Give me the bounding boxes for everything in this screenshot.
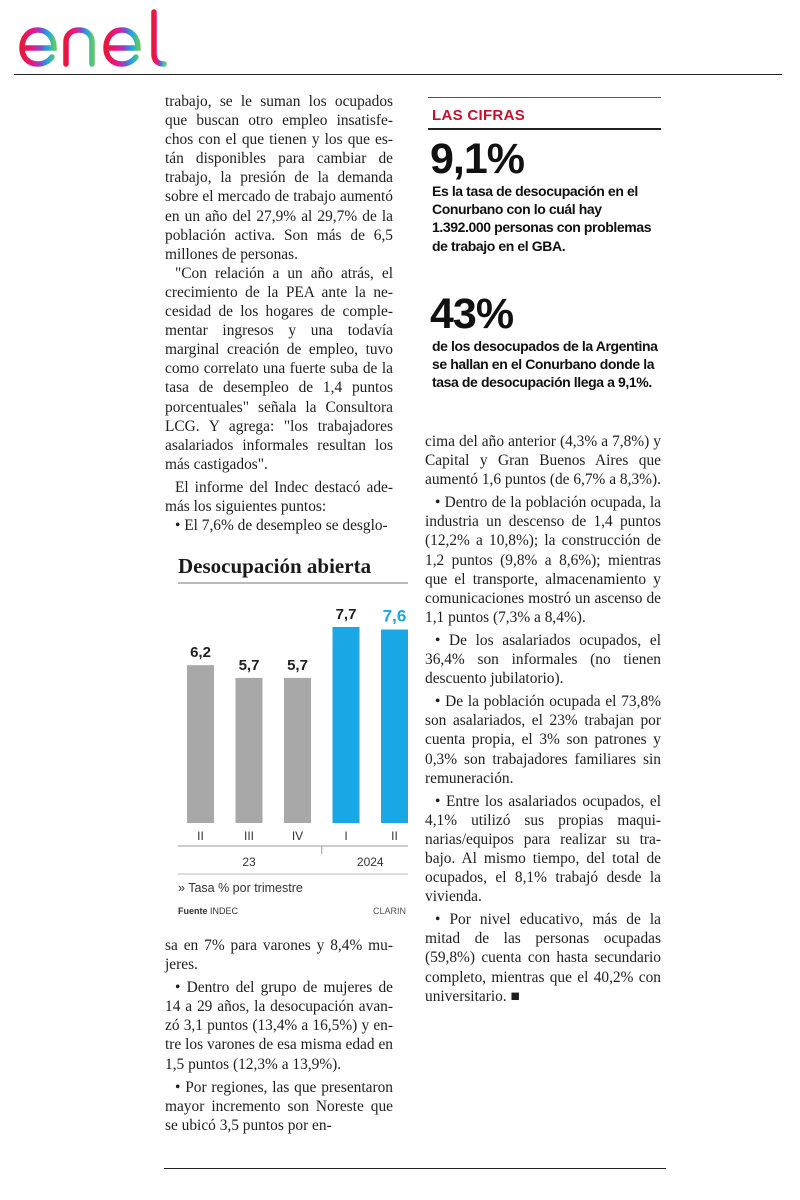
header-divider [14, 74, 782, 75]
chart-group-label: 2024 [356, 855, 384, 869]
chart-value-label: 6,2 [190, 644, 211, 662]
paragraph: • Dentro de la población ocupada, la industria un descenso de 1,4 puntos (12,2% a 10,8%); la construcción de 1,2 puntos (9,8% a 8,6%); mientras que el transporte, almacenamiento y comunicaciones mostró un ascenso de 1,1 puntos (7,3% a 8,4%). [425, 494, 661, 626]
chart-source-value: INDEC [210, 906, 239, 916]
article-column-right [425, 432, 661, 1006]
chart-category-label: IV [291, 829, 304, 843]
chart-note: » Tasa % por trimestre [178, 881, 303, 895]
article-column-left-bottom [165, 936, 393, 1135]
chart-bar [333, 627, 360, 823]
figure-share-unemployed: 43% [430, 289, 514, 338]
chart-title: Desocupación abierta [178, 554, 372, 578]
chart-bar [236, 678, 263, 823]
paragraph: • De los asalariados ocupados, el 36,4% son informales (no tienen descuento jubilatorio). [425, 631, 661, 688]
paragraph: cima del año anterior (4,3% a 7,8%) y Capital y Gran Buenos Aires que aumentó 1,6 puntos (de 6,7% a 8,3%). [425, 433, 661, 489]
figure-share-unemployed-text: de los desocupados de la Argentina se hallan en el Conurbano donde la tasa de desocupación llega a 9,1%. [432, 337, 658, 391]
chart-value-label: 7,6 [382, 606, 407, 626]
enel-logo [14, 6, 182, 70]
chart-canvas [178, 548, 410, 878]
paragraph: • Por regiones, las que presentaron mayor incremento son Noreste que se ubicó 3,5 puntos por en- [165, 1078, 393, 1134]
chart-group-label: 23 [242, 855, 256, 869]
chart-value-label: 7,7 [335, 606, 357, 623]
paragraph: "Con relación a un año atrás, el crecimiento de la PEA ante la necesidad de los hogares de complementar ingresos y una todavía marginal creación de empleo, tuvo como correlato una fuerte suba de la tasa de desempleo de 1,4 puntos porcentuales" señala la Consultora LCG. Y agrega: "los trabajadores asalariados informales resultan los más castigados". [165, 264, 393, 473]
article-column-left-top [165, 92, 393, 535]
unemployment-chart [178, 548, 410, 918]
paragraph: • Dentro del grupo de mujeres de 14 a 29 años, la desocupación avanzó 3,1 puntos (13,4% a 16,5%) y entre los varones de esa misma edad en 1,5 puntos (12,3% a 13,9%). [165, 979, 393, 1073]
chart-category-label: II [197, 829, 204, 843]
chart-category-label: II [391, 829, 398, 843]
key-figures-box [428, 97, 661, 391]
divider [428, 128, 661, 130]
key-figures-kicker: LAS CIFRAS [432, 107, 525, 124]
paragraph: • De la población ocupada el 73,8% son asalariados, el 23% trabajan por cuenta propia, el 3% son patrones y 0,3% son trabajadores familiares sin remuneración. [425, 693, 661, 787]
paragraph: • El 7,6% de desempleo se desglo- [175, 517, 388, 535]
paragraph: El informe del Indec destacó además los siguientes puntos: [165, 478, 393, 515]
chart-credit: CLARIN [372, 906, 406, 916]
chart-value-label: 5,7 [238, 656, 260, 674]
chart-value-label: 5,7 [287, 656, 308, 674]
chart-category-label: III [243, 829, 255, 843]
chart-source [178, 906, 238, 916]
paragraph: sa en 7% para varones y 8,4% mujeres. [165, 937, 393, 974]
chart-bar [187, 665, 214, 823]
chart-bar [284, 678, 311, 823]
divider [428, 97, 661, 98]
paragraph: • Entre los asalariados ocupados, el 4,1% utilizó sus propias maquinarias/equipos para realizar su trabajo. Al mismo tiempo, del total de ocupados, el 8,1% trabajó desde la vivienda. [425, 792, 661, 906]
chart-bar [381, 630, 408, 823]
paragraph: • Por nivel educativo, más de la mitad de las personas ocupadas (59,8%) cuenta con hasta secundario completo, mientras que el 40,2% con universitario. ■ [425, 911, 661, 1005]
figure-unemployment-rate: 9,1% [430, 135, 525, 183]
paragraph: trabajo, se le suman los ocupados que buscan otro empleo insatisfechos con el que tienen y los que están disponibles para cambiar de trabajo, la presión de la demanda sobre el mercado de trabajo aumentó en un año del 27,9% al 29,7% de la población activa. Son más de 6,5 millones de personas. [165, 93, 393, 263]
chart-category-label: I [344, 829, 348, 843]
chart-source-label: Fuente [178, 906, 208, 916]
figure-unemployment-rate-text: Es la tasa de desocupación en el Conurbano con lo cuál hay 1.392.000 personas con problemas de trabajo en el GBA. [432, 183, 652, 254]
footer-divider [164, 1168, 666, 1169]
